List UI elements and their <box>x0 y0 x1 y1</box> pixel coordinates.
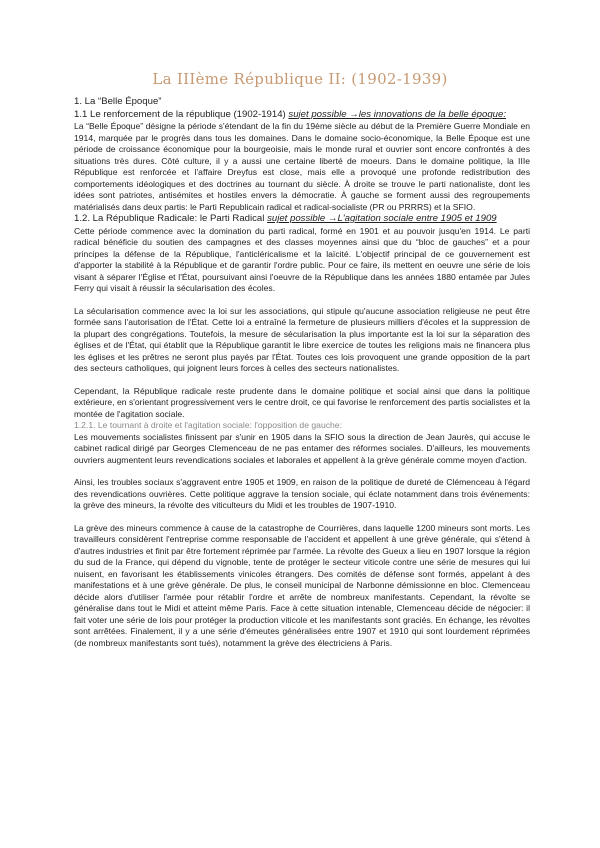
paragraph-secularisation: La sécularisation commence avec la loi sur les associations, qui stipule qu'aucune association religieuse ne peut être formée sans l'autorisation de l'État. Cette loi a entraîné la fermeture de plusieurs milliers d'écoles et la suppression de la plupart des congrégations. Toutefois, la mesure de sécularisation la plus importante est la loi sur la séparation des églises et de l'État, qui établit que la République garantit le libre exercice de toutes les religions mais ne financera plus les églises et les prêtres ne seront plus payés par l'État. Toutes ces lois provoquent une grande opposition de la part des secteurs catholiques, qui joignent leurs forces à celles des secteurs nationalistes. <box>74 305 530 373</box>
heading-1-1-text: 1.1 Le renforcement de la république (1902-1914) <box>74 108 289 120</box>
paragraph-belle-epoque: La “Belle Époque” désigne la période s'étendant de la fin du 19ème siècle au début de la Première Guerre Mondiale en 1914, marquée par le progrès dans tous les domaines. Dans le domaine socio-économique, la Belle Époque est une période de croissance économique pour la bourgeoisie, mais le monde rural et ouvrier sont encore confrontés à des situations très dures. Côté culture, il y a aussi une certaine liberté de moeurs. Dans le domaine politique, la IIIe République est renforcée et l'affaire Dreyfus est close, mais elle a provoqué une profonde redistribution des comportements idéologiques et des doctrines au tournant du siècle. À droite se trouve le parti nationaliste, dont les idées sont patriotes, antisémites et hostiles envers la démocratie. À gauche se forment aussi des regroupements matérialisés dans deux partis: le Parti Republicain radical et radical-socialiste (PR ou PRRRS) et la SFIO. <box>74 121 530 212</box>
page-title: La IIIème République II: (1902-1939) <box>152 70 448 88</box>
sujet-possible-link-1[interactable]: sujet possible →les innovations de la belle époque: <box>288 108 507 120</box>
paragraph-mouvements-socialistes: Les mouvements socialistes finissent par s'unir en 1905 dans la SFIO sous la direction de Jean Jaurès, qui accuse le cabinet radical dirigé par Georges Clemenceau de ne pas entamer des réformes sociales. D'ailleurs, les mouvements ouvriers augmentent leurs revendications sociales et laborales et appellent à la grève générale comme moyen d'action. <box>74 431 530 465</box>
paragraph-troubles-sociaux: Ainsi, les troubles sociaux s'aggravent entre 1905 et 1909, en raison de la politique de dureté de Clémenceau à l'égard des revendications ouvrières. Cette politique aggrave la tension sociale, qui éclate notamment dans trois événements: la grève des mineurs, la révolte des viticulteurs du Midi et les troubles de 1907-1910. <box>74 477 530 510</box>
section-heading-1-2 <box>74 213 530 226</box>
heading-1-2-text: 1.2. La République Radicale: le Parti Radical <box>74 213 268 224</box>
section-heading-1: 1. La “Belle Époque” <box>74 96 162 107</box>
paragraph-parti-radical: Cette période commence avec la domination du parti radical, formé en 1901 et au pouvoir jusqu'en 1914. Le parti radical bénéficie du soutien des campagnes et des classes moyennes ainsi que du “bloc de gauches” et a pour principes la défense de la République, l'anticléricalisme et la laïcité. L'objectif principal de ce gouvernement est d'apporter la stabilité à la République et de garantir l'ordre public. Pour ce faire, ils mettent en oeuvre une série de lois visant à séparer l'Église et l'État, poursuivant ainsi l'oeuvre de la République dans les années 1880 entamée par Jules Ferry qui visait à réussir la sécularisation des écoles. <box>74 225 530 293</box>
section-heading-1-1 <box>74 109 530 122</box>
document-body <box>74 96 530 649</box>
paragraph-republique-prudente: Cependant, la République radicale reste prudente dans le domaine politique et social ainsi que dans la politique extérieure, en s'orientant progressivement vers le centre droit, ce qui favorise le renforcement des partis socialistes et la montée de l'agitation sociale. <box>74 385 530 419</box>
section-heading-1-2-1: 1.2.1. Le tournant à droite et l'agitation sociale: l'opposition de gauche: <box>74 420 342 430</box>
paragraph-greve-mineurs: La grève des mineurs commence à cause de la catastrophe de Courrières, dans laquelle 1200 mineurs sont morts. Les travailleurs considèrent l'entreprise comme responsable de l'accident et appellent à une grève générale, qui s'étend à d'autres industries et finit par être fortement réprimée par l'armée. La révolte des Gueux a lieu en 1907 lorsque la région du sud de la France, qui dépend du vignoble, tente de protéger le secteur viticole contre une série de mesures qui lui nuisent, en favorisant les établissements vinicoles étrangers. Des comités de défense sont formés, appelant à des manifestations et à une grève générale. De plus, le conseil municipal de Narbonne démissionne en bloc. Clemenceau décide alors d'utiliser l'armée pour rétablir l'ordre et arrête de nombreux manifestants. Cependant, la révolte se généralise dans tout le Midi et atteint même Paris. Face à cette situation intenable, Clemenceau décide de négocier: il fait voter une série de lois pour protéger la production viticole et les manifestants sont graciés. En échange, les révoltes sont arrêtées. Finalement, il y a une série d'émeutes généralisées entre 1907 et 1910 qui sont lourdement réprimées (de nombreux manifestants sont tués), notamment la grève des électriciens à Paris. <box>74 522 530 648</box>
sujet-possible-link-2[interactable]: sujet possible →L'agitation sociale entre 1905 et 1909 <box>267 213 497 224</box>
